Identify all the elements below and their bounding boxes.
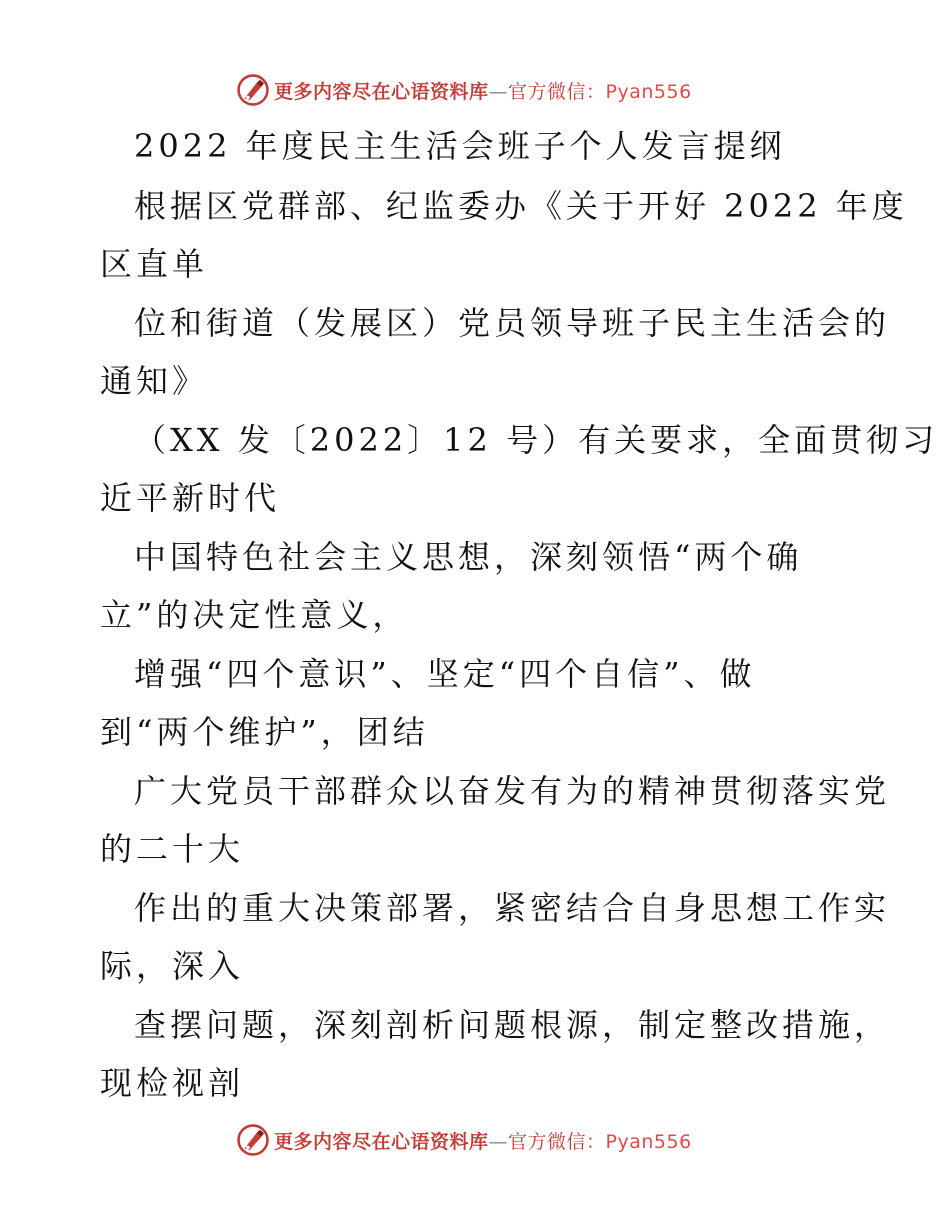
watermark-wechat-label: 官方微信： bbox=[508, 1130, 606, 1153]
paragraph-line: 的二十大 bbox=[100, 830, 245, 868]
paragraph-line: 近平新时代 bbox=[100, 479, 281, 517]
paragraph-line: 立”的决定性意义， bbox=[100, 596, 409, 634]
watermark-wechat-id: Pyan556 bbox=[605, 1130, 692, 1153]
watermark-wechat-id: Pyan556 bbox=[605, 80, 692, 103]
paragraph-line: 作出的重大决策部署，紧密结合自身思想工作实 bbox=[134, 889, 891, 927]
watermark-site: 更多内容尽在心语资料库 bbox=[274, 1130, 489, 1153]
paragraph-line: 位和街道（发展区）党员领导班子民主生活会的 bbox=[134, 304, 891, 342]
paragraph-line: 到“两个维护”，团结 bbox=[100, 713, 429, 751]
paragraph-line: （XX 发〔2022〕12 号）有关要求，全面贯彻习 bbox=[134, 421, 939, 459]
paragraph-line: 际，深入 bbox=[100, 947, 245, 985]
watermark-site: 更多内容尽在心语资料库 bbox=[274, 80, 489, 103]
watermark-dash: — bbox=[488, 80, 509, 103]
watermark-text bbox=[274, 77, 692, 104]
paragraph-line: 查摆问题，深刻剖析问题根源，制定整改措施， bbox=[134, 1006, 891, 1044]
paragraph-line: 中国特色社会主义思想，深刻领悟“两个确 bbox=[134, 538, 803, 576]
pen-nib-logo-icon bbox=[236, 1123, 270, 1157]
watermark-wechat-label: 官方微信： bbox=[508, 80, 606, 103]
footer-watermark bbox=[236, 1120, 692, 1160]
paragraph-line: 现检视剖 bbox=[100, 1064, 245, 1102]
paragraph-line: 广大党员干部群众以奋发有为的精神贯彻落实党 bbox=[134, 772, 891, 810]
header-watermark bbox=[236, 70, 692, 110]
paragraph-line: 根据区党群部、纪监委办《关于开好 2022 年度 bbox=[134, 187, 908, 225]
pen-nib-logo-icon bbox=[236, 73, 270, 107]
paragraph-line: 通知》 bbox=[100, 362, 209, 400]
paragraph-line: 区直单 bbox=[100, 245, 209, 283]
paragraph-line: 增强“四个意识”、坚定“四个自信”、做 bbox=[134, 655, 756, 693]
document-title: 2022 年度民主生活会班子个人发言提纲 bbox=[134, 127, 786, 165]
watermark-dash: — bbox=[488, 1130, 509, 1153]
watermark-text bbox=[274, 1127, 692, 1154]
